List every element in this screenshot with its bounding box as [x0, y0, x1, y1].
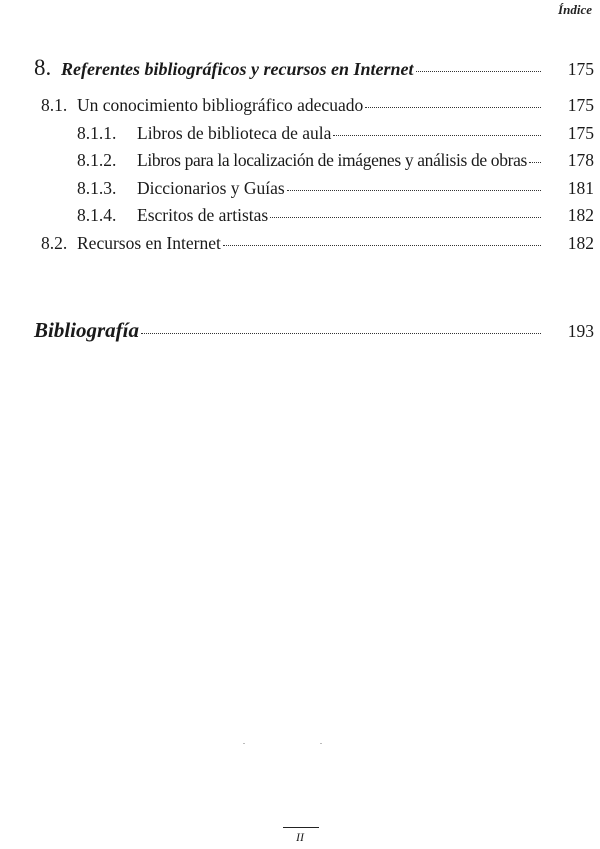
entry-title: Un conocimiento bibliográfico adecuado [77, 95, 364, 115]
entry-page: 181 [567, 178, 594, 198]
toc-entry-8-1-2[interactable] [77, 152, 594, 170]
chapter-title: Referentes bibliográficos y recursos en Internet [61, 59, 414, 79]
entry-title: Recursos en Internet [77, 233, 221, 253]
entry-title: Diccionarios y Guías [137, 178, 285, 198]
toc-entry-8-1[interactable] [41, 97, 594, 115]
dot-leader [223, 245, 541, 246]
entry-title: Libros de biblioteca de aula [137, 123, 332, 143]
toc-entry-8-2[interactable] [41, 235, 594, 253]
toc-entry-8-1-3[interactable] [77, 180, 594, 198]
scan-speck [320, 743, 322, 744]
dot-leader [416, 71, 542, 72]
page-folio: II [296, 830, 304, 844]
entry-number: 8.1.2. [77, 150, 117, 170]
dot-leader [287, 190, 541, 191]
entry-number: 8.1.4. [77, 205, 117, 225]
footer-rule [283, 827, 319, 828]
toc-chapter-8[interactable] [34, 56, 594, 79]
entry-title: Escritos de artistas [137, 205, 269, 225]
dot-leader [270, 217, 541, 218]
dot-leader [529, 162, 541, 163]
entry-number: 8.2. [41, 233, 68, 253]
dot-leader [141, 333, 541, 334]
running-header: Índice [558, 2, 592, 17]
bibliography-page: 193 [567, 321, 594, 341]
entry-number: 8.1. [41, 95, 68, 115]
entry-page: 182 [567, 233, 594, 253]
dot-leader [333, 135, 541, 136]
chapter-page: 175 [567, 59, 594, 79]
entry-number: 8.1.3. [77, 178, 117, 198]
toc-entry-8-1-1[interactable] [77, 125, 594, 143]
chapter-number: 8. [34, 55, 52, 80]
entry-page: 175 [567, 123, 594, 143]
entry-page: 182 [567, 205, 594, 225]
scan-speck [243, 743, 245, 744]
dot-leader [365, 107, 541, 108]
entry-title: Libros para la localización de imágenes y análisis de obras [137, 150, 527, 170]
entry-page: 178 [567, 150, 594, 170]
bibliography-title: Bibliografía [34, 318, 140, 342]
entry-page: 175 [567, 95, 594, 115]
entry-number: 8.1.1. [77, 123, 117, 143]
toc-bibliography[interactable] [34, 320, 594, 341]
toc-entry-8-1-4[interactable] [77, 207, 594, 225]
